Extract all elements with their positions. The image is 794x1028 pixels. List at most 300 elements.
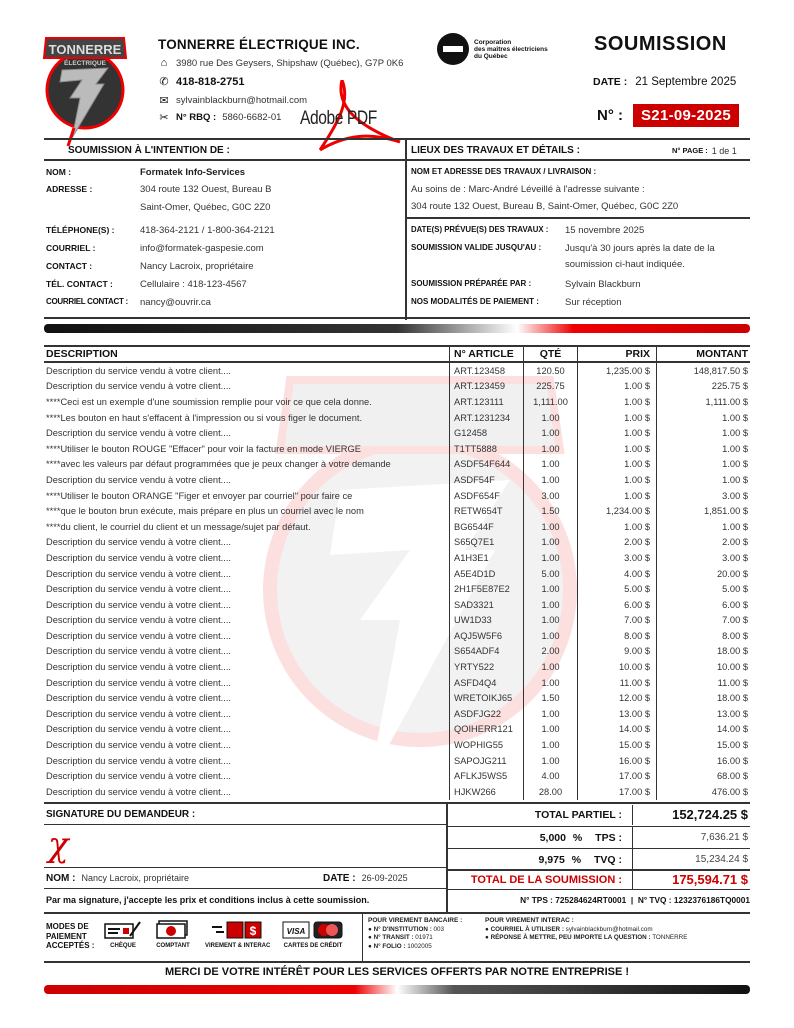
item-amount[interactable]: 1,111.00 $ bbox=[656, 394, 750, 410]
item-amount[interactable]: 20.00 $ bbox=[656, 566, 750, 582]
payment-cheque bbox=[104, 920, 142, 949]
page-number-label: N° PAGE : bbox=[672, 146, 708, 155]
table-row bbox=[44, 581, 750, 597]
client-courriel-row bbox=[46, 243, 264, 254]
item-price[interactable]: 1,234.00 $ bbox=[577, 503, 656, 519]
item-description[interactable]: ****avec les valeurs par défaut programmées que je peux changer à votre demande bbox=[46, 459, 391, 470]
table-row bbox=[44, 472, 750, 488]
divider bbox=[44, 867, 446, 868]
item-quantity[interactable]: 1.50 bbox=[523, 503, 577, 519]
cmeq-emblem-icon bbox=[437, 33, 469, 65]
table-row bbox=[44, 566, 750, 582]
bank-institution: ● N° D'INSTITUTION : 003 bbox=[368, 925, 445, 933]
client-tel-contact[interactable]: Cellulaire : 418-123-4567 bbox=[140, 279, 247, 290]
divider bbox=[44, 961, 750, 963]
item-description[interactable]: Description du service vendu à votre client.... bbox=[46, 365, 231, 376]
rbq-label: N° RBQ : bbox=[176, 112, 217, 123]
client-courriel-contact-row bbox=[46, 297, 211, 308]
item-price[interactable]: 1.00 $ bbox=[577, 488, 656, 504]
item-price[interactable]: 8.00 $ bbox=[577, 628, 656, 644]
item-article[interactable]: 2H1F5E87E2 bbox=[449, 581, 523, 597]
item-description[interactable]: Description du service vendu à votre client.... bbox=[46, 568, 231, 579]
item-amount[interactable]: 18.00 $ bbox=[656, 690, 750, 706]
item-description[interactable]: ****du client, le courriel du client et un message/sujet par défaut. bbox=[46, 521, 311, 532]
item-price[interactable]: 14.00 $ bbox=[577, 722, 656, 738]
item-description[interactable]: ****Utiliser le bouton ROUGE "Effacer" pour voir la facture en mode VIERGE bbox=[46, 443, 361, 454]
payment-label-line1: MODES DE bbox=[46, 922, 89, 931]
item-quantity[interactable]: 5.00 bbox=[523, 566, 577, 582]
item-article[interactable]: S654ADF4 bbox=[449, 644, 523, 660]
item-price[interactable]: 3.00 $ bbox=[577, 550, 656, 566]
item-amount[interactable]: 6.00 $ bbox=[656, 597, 750, 613]
item-article[interactable]: ASDF654F bbox=[449, 488, 523, 504]
envelope-icon: ✉ bbox=[159, 95, 169, 107]
bank-transit: ● N° TRANSIT : 01971 bbox=[368, 934, 433, 941]
table-row bbox=[44, 425, 750, 441]
client-tel-label: TÉLÉPHONE(S) : bbox=[46, 225, 115, 235]
table-row bbox=[44, 519, 750, 535]
item-amount[interactable]: 14.00 $ bbox=[656, 722, 750, 738]
item-amount[interactable]: 225.75 $ bbox=[656, 379, 750, 395]
table-row bbox=[44, 644, 750, 660]
item-quantity[interactable]: 1.00 bbox=[523, 628, 577, 644]
item-description[interactable]: Description du service vendu à votre client.... bbox=[46, 662, 231, 673]
credit-cards-icon bbox=[282, 920, 344, 940]
payment-virement bbox=[205, 920, 270, 949]
item-price[interactable]: 1.00 $ bbox=[577, 519, 656, 535]
interac-title: POUR VIREMENT INTERAC : bbox=[485, 917, 574, 924]
decorative-gradient-bar bbox=[44, 324, 750, 333]
payment-cartes bbox=[282, 920, 344, 949]
signature-date[interactable]: 26-09-2025 bbox=[361, 873, 408, 883]
cmeq-line3: du Québec bbox=[474, 52, 508, 60]
divider bbox=[44, 912, 750, 914]
item-article[interactable]: BG6544F bbox=[449, 519, 523, 535]
travaux-lieu1-row bbox=[411, 184, 645, 195]
client-courriel-label: COURRIEL : bbox=[46, 243, 96, 253]
item-article[interactable]: WOPHIG55 bbox=[449, 737, 523, 753]
item-price[interactable]: 7.00 $ bbox=[577, 613, 656, 629]
tools-icon: ✂ bbox=[159, 112, 169, 124]
item-quantity[interactable]: 1.00 bbox=[523, 675, 577, 691]
item-price[interactable]: 15.00 $ bbox=[577, 737, 656, 753]
item-amount[interactable]: 7.00 $ bbox=[656, 613, 750, 629]
item-description[interactable]: ****Les bouton en haut s'effacent à l'impression ou si vous figer le document. bbox=[46, 412, 363, 423]
item-price[interactable]: 5.00 $ bbox=[577, 581, 656, 597]
signature-nom-label: NOM : bbox=[46, 873, 76, 884]
item-description[interactable]: Description du service vendu à votre client.... bbox=[46, 428, 231, 439]
payment-method-label: CHÈQUE bbox=[110, 943, 136, 949]
total-soumission-row bbox=[447, 870, 750, 889]
item-article[interactable]: G12458 bbox=[449, 425, 523, 441]
item-price[interactable]: 1.00 $ bbox=[577, 441, 656, 457]
company-email-row bbox=[158, 94, 307, 107]
divider bbox=[44, 824, 446, 825]
item-quantity[interactable]: 1.00 bbox=[523, 535, 577, 551]
table-row bbox=[44, 597, 750, 613]
item-description[interactable]: Description du service vendu à votre client.... bbox=[46, 677, 231, 688]
company-address: 3980 rue Des Geysers, Shipshaw (Québec), G7P 0K6 bbox=[176, 57, 404, 69]
company-name: TONNERRE ÉLECTRIQUE INC. bbox=[158, 37, 360, 52]
client-tel-row bbox=[46, 225, 275, 236]
header-article: N° ARTICLE bbox=[449, 347, 523, 361]
item-amount[interactable]: 10.00 $ bbox=[656, 659, 750, 675]
item-quantity[interactable]: 1.00 bbox=[523, 597, 577, 613]
item-description[interactable]: ****Ceci est un exemple d'une soumission remplie pour voir ce que cela donne. bbox=[46, 396, 372, 407]
tps-rate: 5,000 bbox=[539, 831, 566, 844]
travaux-prepare-label: SOUMISSION PRÉPARÉE PAR : bbox=[411, 279, 532, 288]
client-courriel-contact-label: COURRIEL CONTACT : bbox=[46, 297, 128, 306]
divider bbox=[447, 889, 750, 890]
item-article[interactable]: YRTY522 bbox=[449, 659, 523, 675]
item-description[interactable]: Description du service vendu à votre client.... bbox=[46, 755, 231, 766]
cheque-icon bbox=[104, 920, 142, 940]
travaux-lieu-label: NOM ET ADRESSE DES TRAVAUX / LIVRAISON : bbox=[411, 167, 597, 176]
item-price[interactable]: 13.00 $ bbox=[577, 706, 656, 722]
adobe-pdf-label: Adobe PDF bbox=[300, 108, 377, 129]
tvq-amount: 15,234.24 $ bbox=[632, 849, 750, 870]
travaux-lieu2[interactable]: 304 route 132 Ouest, Bureau B, Saint-Omer, Québec, G0C 2Z0 bbox=[411, 201, 679, 212]
item-quantity[interactable]: 1.00 bbox=[523, 410, 577, 426]
item-price[interactable]: 1.00 $ bbox=[577, 457, 656, 473]
interac-info bbox=[485, 917, 687, 943]
signature-mark[interactable]: χ bbox=[48, 825, 69, 865]
item-article[interactable]: ASFD4Q4 bbox=[449, 675, 523, 691]
phone-icon: ✆ bbox=[159, 76, 169, 88]
item-amount[interactable]: 1.00 $ bbox=[656, 519, 750, 535]
header-description: DESCRIPTION bbox=[46, 348, 118, 360]
item-article[interactable]: AFLKJ5WS5 bbox=[449, 768, 523, 784]
item-quantity[interactable]: 1.00 bbox=[523, 722, 577, 738]
item-article[interactable]: ART.123111 bbox=[449, 394, 523, 410]
item-quantity[interactable]: 1.00 bbox=[523, 472, 577, 488]
thank-you-message: MERCI DE VOTRE INTÉRÊT POUR LES SERVICES OFFERTS PAR NOTRE ENTREPRISE ! bbox=[164, 966, 630, 978]
company-phone: 418-818-2751 bbox=[176, 75, 245, 88]
signature-date-row bbox=[323, 873, 408, 884]
item-quantity[interactable]: 225.75 bbox=[523, 379, 577, 395]
signature-date-label: DATE : bbox=[323, 873, 356, 884]
tvq-pct: % bbox=[571, 853, 582, 866]
table-row bbox=[44, 441, 750, 457]
company-address-row bbox=[158, 57, 403, 69]
item-description[interactable]: Description du service vendu à votre client.... bbox=[46, 381, 231, 392]
document-title: SOUMISSION bbox=[594, 33, 727, 55]
item-article[interactable]: A1H3E1 bbox=[449, 550, 523, 566]
item-quantity[interactable]: 1.00 bbox=[523, 706, 577, 722]
client-nom-row bbox=[46, 167, 245, 178]
item-quantity[interactable]: 3.00 bbox=[523, 488, 577, 504]
item-description[interactable]: Description du service vendu à votre client.... bbox=[46, 552, 231, 563]
total-soumission-label: TOTAL DE LA SOUMISSION : bbox=[470, 873, 622, 886]
signature-nom-row bbox=[46, 873, 189, 884]
item-amount[interactable]: 68.00 $ bbox=[656, 768, 750, 784]
item-price[interactable]: 17.00 $ bbox=[577, 784, 656, 800]
item-description[interactable]: Description du service vendu à votre client.... bbox=[46, 599, 231, 610]
signature-nom[interactable]: Nancy Lacroix, propriétaire bbox=[81, 873, 190, 883]
divider bbox=[405, 139, 407, 320]
table-row bbox=[44, 675, 750, 691]
total-soumission: 175,594.71 $ bbox=[632, 870, 750, 889]
tps-row bbox=[447, 827, 750, 848]
item-article[interactable]: SAPOJG211 bbox=[449, 753, 523, 769]
item-description[interactable]: Description du service vendu à votre client.... bbox=[46, 630, 231, 641]
item-amount[interactable]: 2.00 $ bbox=[656, 535, 750, 551]
divider bbox=[44, 317, 750, 319]
logo-title: TONNERRE bbox=[48, 42, 122, 57]
table-body bbox=[44, 363, 750, 800]
table-row bbox=[44, 550, 750, 566]
travaux-prepare[interactable]: Sylvain Blackburn bbox=[565, 279, 641, 290]
table-header bbox=[44, 345, 750, 363]
item-amount[interactable]: 8.00 $ bbox=[656, 628, 750, 644]
item-quantity[interactable]: 28.00 bbox=[523, 784, 577, 800]
item-description[interactable]: Description du service vendu à votre client.... bbox=[46, 771, 231, 782]
tvq-row bbox=[447, 849, 750, 870]
travaux-dates-row bbox=[411, 225, 644, 236]
item-article[interactable]: ART.1231234 bbox=[449, 410, 523, 426]
item-price[interactable]: 1,235.00 $ bbox=[577, 363, 656, 379]
item-article[interactable]: ASDF54F bbox=[449, 472, 523, 488]
tvq-label: TVQ : bbox=[594, 853, 622, 866]
item-description[interactable]: Description du service vendu à votre client.... bbox=[46, 615, 231, 626]
bank-folio: ● N° FOLIO : 1002005 bbox=[368, 942, 432, 950]
home-icon: ⌂ bbox=[160, 57, 168, 69]
item-quantity[interactable]: 1.00 bbox=[523, 581, 577, 597]
visa-label: VISA bbox=[286, 927, 306, 936]
payment-method-label: COMPTANT bbox=[156, 943, 190, 949]
item-price[interactable]: 1.00 $ bbox=[577, 472, 656, 488]
item-price[interactable]: 1.00 $ bbox=[577, 379, 656, 395]
item-amount[interactable]: 3.00 $ bbox=[656, 550, 750, 566]
table-row bbox=[44, 690, 750, 706]
item-price[interactable]: 4.00 $ bbox=[577, 566, 656, 582]
divider bbox=[44, 159, 405, 161]
document-number-row bbox=[597, 104, 739, 127]
total-partiel-label: TOTAL PARTIEL : bbox=[534, 809, 622, 821]
client-adresse1[interactable]: 304 route 132 Ouest, Bureau B bbox=[140, 184, 272, 195]
item-quantity[interactable]: 1.00 bbox=[523, 457, 577, 473]
client-adresse-row2 bbox=[140, 202, 270, 213]
item-price[interactable]: 9.00 $ bbox=[577, 644, 656, 660]
document-date[interactable]: 21 Septembre 2025 bbox=[635, 76, 737, 88]
total-partiel-row bbox=[447, 805, 750, 825]
item-price[interactable]: 1.00 $ bbox=[577, 425, 656, 441]
decorative-gradient-bar bbox=[44, 985, 750, 994]
interac-transfer-icon bbox=[212, 920, 264, 940]
table-row bbox=[44, 488, 750, 504]
table-row bbox=[44, 706, 750, 722]
item-quantity[interactable]: 1.00 bbox=[523, 753, 577, 769]
client-tel-contact-label: TÉL. CONTACT : bbox=[46, 279, 113, 289]
travaux-valide1[interactable]: Jusqu'à 30 jours après la date de la bbox=[565, 243, 715, 254]
document-number[interactable]: S21-09-2025 bbox=[633, 104, 739, 127]
item-article[interactable]: WRETOIKJ65 bbox=[449, 690, 523, 706]
client-courriel-contact[interactable]: nancy@ouvrir.ca bbox=[140, 297, 211, 308]
rbq-number: 5860-6682-01 bbox=[222, 112, 282, 123]
table-row bbox=[44, 768, 750, 784]
item-amount[interactable]: 13.00 $ bbox=[656, 706, 750, 722]
item-article[interactable]: HJKW266 bbox=[449, 784, 523, 800]
tps-amount: 7,636.21 $ bbox=[632, 827, 750, 848]
item-amount[interactable]: 3.00 $ bbox=[656, 488, 750, 504]
item-price[interactable]: 1.00 $ bbox=[577, 410, 656, 426]
item-article[interactable]: ASDF54F644 bbox=[449, 457, 523, 473]
client-contact-label: CONTACT : bbox=[46, 261, 93, 271]
item-article[interactable]: SAD3321 bbox=[449, 597, 523, 613]
item-amount[interactable]: 15.00 $ bbox=[656, 737, 750, 753]
client-tel[interactable]: 418-364-2121 / 1-800-364-2121 bbox=[140, 225, 275, 236]
travaux-dates-label: DATE(S) PRÉVUE(S) DES TRAVAUX : bbox=[411, 225, 549, 234]
tps-pct: % bbox=[572, 831, 583, 844]
table-row bbox=[44, 722, 750, 738]
client-section-title: SOUMISSION À L'INTENTION DE : bbox=[68, 145, 230, 156]
cmeq-logo bbox=[437, 33, 548, 65]
travaux-lieu1[interactable]: Au soins de : Marc-André Léveillé à l'adresse suivante : bbox=[411, 184, 645, 195]
item-quantity[interactable]: 1.00 bbox=[523, 519, 577, 535]
divider bbox=[362, 913, 363, 961]
company-email[interactable]: sylvainblackburn@hotmail.com bbox=[176, 95, 308, 106]
item-description[interactable]: Description du service vendu à votre client.... bbox=[46, 708, 231, 719]
divider bbox=[44, 888, 446, 889]
items-table bbox=[44, 345, 750, 800]
item-price[interactable]: 11.00 $ bbox=[577, 675, 656, 691]
item-quantity[interactable]: 120.50 bbox=[523, 363, 577, 379]
item-description[interactable]: Description du service vendu à votre client.... bbox=[46, 646, 231, 657]
item-description[interactable]: ****Utiliser le bouton ORANGE "Figer et envoyer par courriel" pour faire ce bbox=[46, 490, 353, 501]
cmeq-line1: Corporation bbox=[474, 38, 512, 46]
item-amount[interactable]: 1.00 $ bbox=[656, 410, 750, 426]
table-row bbox=[44, 628, 750, 644]
item-article[interactable]: A5E4D1D bbox=[449, 566, 523, 582]
table-row bbox=[44, 659, 750, 675]
item-price[interactable]: 6.00 $ bbox=[577, 597, 656, 613]
item-price[interactable]: 17.00 $ bbox=[577, 768, 656, 784]
item-description[interactable]: Description du service vendu à votre client.... bbox=[46, 740, 231, 751]
table-row bbox=[44, 753, 750, 769]
item-amount[interactable]: 1,851.00 $ bbox=[656, 503, 750, 519]
item-article[interactable]: S65Q7E1 bbox=[449, 535, 523, 551]
interac-answer: ● RÉPONSE À METTRE, PEU IMPORTE LA QUESTION : TONNERRE bbox=[485, 934, 688, 941]
cash-icon bbox=[156, 920, 190, 940]
item-description[interactable]: ****que le bouton brun exécute, mais prépare en plus un courriel avec le nom bbox=[46, 506, 364, 517]
travaux-paiement[interactable]: Sur réception bbox=[565, 297, 622, 308]
item-quantity[interactable]: 2.00 bbox=[523, 644, 577, 660]
item-amount[interactable]: 1.00 $ bbox=[656, 472, 750, 488]
item-price[interactable]: 1.00 $ bbox=[577, 394, 656, 410]
item-article[interactable]: UW1D33 bbox=[449, 613, 523, 629]
item-quantity[interactable]: 1.00 bbox=[523, 441, 577, 457]
page-number-row bbox=[672, 146, 737, 156]
divider bbox=[44, 138, 750, 140]
travaux-lieu2-row bbox=[411, 201, 678, 212]
company-logo bbox=[38, 28, 132, 148]
table-row bbox=[44, 535, 750, 551]
item-quantity[interactable]: 1.00 bbox=[523, 737, 577, 753]
travaux-section-title: LIEUX DES TRAVAUX ET DÉTAILS : bbox=[411, 145, 580, 156]
item-price[interactable]: 2.00 $ bbox=[577, 535, 656, 551]
client-adresse-row bbox=[46, 184, 272, 195]
item-article[interactable]: QOIHERR121 bbox=[449, 722, 523, 738]
tps-label: TPS : bbox=[595, 831, 622, 844]
travaux-valide-label: SOUMISSION VALIDE JUSQU'AU : bbox=[411, 243, 542, 252]
item-amount[interactable]: 18.00 $ bbox=[656, 644, 750, 660]
svg-text:$: $ bbox=[249, 924, 257, 938]
item-quantity[interactable]: 1,111.00 bbox=[523, 394, 577, 410]
item-price[interactable]: 12.00 $ bbox=[577, 690, 656, 706]
header-price: PRIX bbox=[577, 347, 656, 361]
travaux-dates[interactable]: 15 novembre 2025 bbox=[565, 225, 645, 236]
tvq-rate: 9,975 bbox=[538, 853, 565, 866]
item-article[interactable]: ART.123458 bbox=[449, 363, 523, 379]
item-amount[interactable]: 148,817.50 $ bbox=[656, 363, 750, 379]
item-description[interactable]: Description du service vendu à votre client.... bbox=[46, 786, 231, 797]
header-amount: MONTANT bbox=[656, 347, 750, 361]
client-contact[interactable]: Nancy Lacroix, propriétaire bbox=[140, 261, 254, 272]
item-price[interactable]: 16.00 $ bbox=[577, 753, 656, 769]
page-number: 1 de 1 bbox=[711, 146, 737, 156]
table-row bbox=[44, 613, 750, 629]
item-quantity[interactable]: 4.00 bbox=[523, 768, 577, 784]
item-amount[interactable]: 16.00 $ bbox=[656, 753, 750, 769]
item-quantity[interactable]: 1.00 bbox=[523, 550, 577, 566]
company-phone-row bbox=[158, 75, 245, 88]
item-quantity[interactable]: 1.00 bbox=[523, 425, 577, 441]
item-quantity[interactable]: 1.50 bbox=[523, 690, 577, 706]
logo-subtitle: ÉLECTRIQUE bbox=[64, 60, 106, 67]
document-date-row bbox=[593, 76, 736, 88]
table-row bbox=[44, 379, 750, 395]
tax-numbers: N° TPS : 725284624RT0001 | N° TVQ : 1232376186TQ0001 bbox=[520, 895, 750, 905]
client-nom[interactable]: Formatek Info-Services bbox=[140, 167, 246, 178]
travaux-valide2[interactable]: soumission ci-haut indiquée. bbox=[565, 259, 685, 270]
item-amount[interactable]: 1.00 $ bbox=[656, 425, 750, 441]
item-description[interactable]: Description du service vendu à votre client.... bbox=[46, 474, 231, 485]
divider bbox=[44, 802, 750, 804]
item-quantity[interactable]: 1.00 bbox=[523, 659, 577, 675]
item-article[interactable]: T1TT5888 bbox=[449, 441, 523, 457]
item-article[interactable]: RETW654T bbox=[449, 503, 523, 519]
item-article[interactable]: ART.123459 bbox=[449, 379, 523, 395]
header-quantity: QTÉ bbox=[523, 347, 577, 361]
cmeq-line2: des maîtres électriciens bbox=[474, 45, 548, 53]
table-row bbox=[44, 503, 750, 519]
item-amount[interactable]: 11.00 $ bbox=[656, 675, 750, 691]
item-price[interactable]: 10.00 $ bbox=[577, 659, 656, 675]
item-article[interactable]: AQJ5W5F6 bbox=[449, 628, 523, 644]
client-adresse2[interactable]: Saint-Omer, Québec, G0C 2Z0 bbox=[140, 202, 271, 213]
item-amount[interactable]: 1.00 $ bbox=[656, 457, 750, 473]
item-amount[interactable]: 1.00 $ bbox=[656, 441, 750, 457]
client-courriel[interactable]: info@formatek-gaspesie.com bbox=[140, 243, 264, 254]
divider bbox=[406, 217, 750, 219]
item-amount[interactable]: 476.00 $ bbox=[656, 784, 750, 800]
item-description[interactable]: Description du service vendu à votre client.... bbox=[46, 724, 231, 735]
item-description[interactable]: Description du service vendu à votre client.... bbox=[46, 584, 231, 595]
payment-comptant bbox=[156, 920, 190, 949]
item-article[interactable]: ASDFJG22 bbox=[449, 706, 523, 722]
interac-email: ● COURRIEL À UTILISER : sylvainblackburn@hotmail.com bbox=[485, 925, 653, 933]
item-description[interactable]: Description du service vendu à votre client.... bbox=[46, 693, 231, 704]
item-quantity[interactable]: 1.00 bbox=[523, 613, 577, 629]
table-row bbox=[44, 363, 750, 379]
total-partiel: 152,724.25 $ bbox=[632, 805, 750, 825]
item-amount[interactable]: 5.00 $ bbox=[656, 581, 750, 597]
travaux-paiement-row bbox=[411, 297, 622, 308]
item-description[interactable]: Description du service vendu à votre client.... bbox=[46, 537, 231, 548]
payment-method-label: CARTES DE CRÉDIT bbox=[283, 943, 343, 949]
client-nom-label: NOM : bbox=[46, 167, 72, 177]
table-row bbox=[44, 394, 750, 410]
